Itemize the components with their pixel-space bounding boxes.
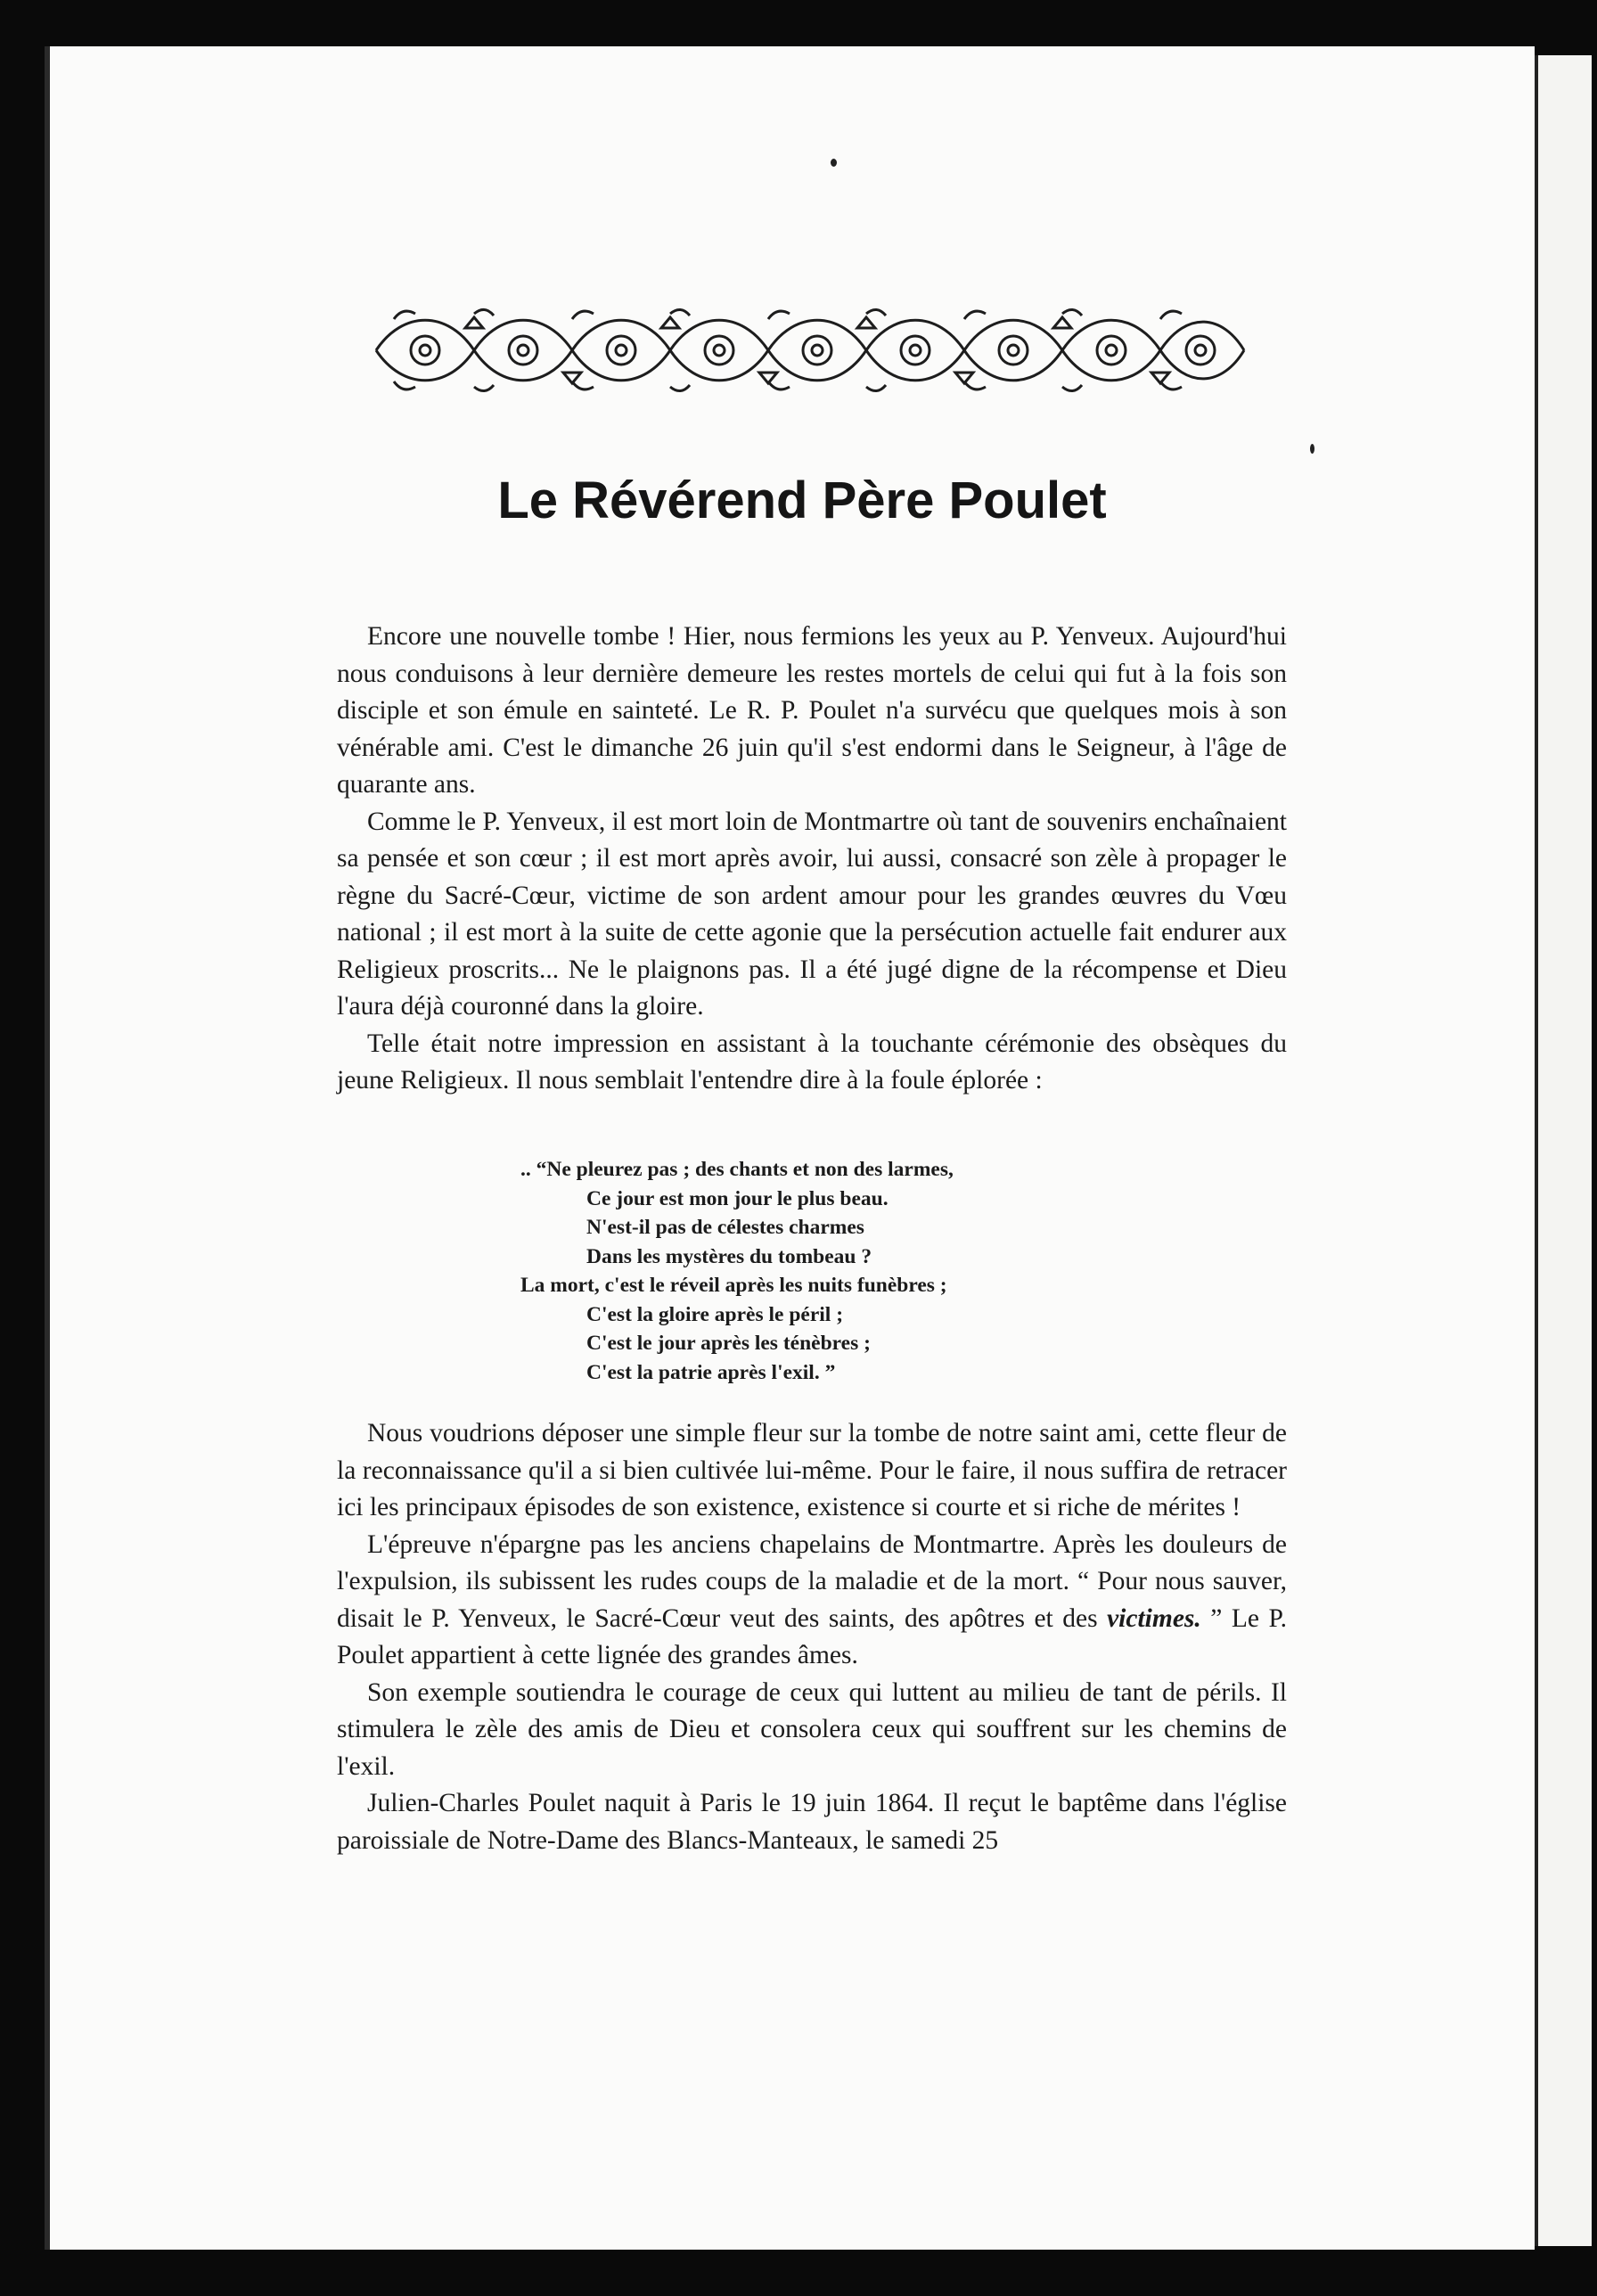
- adjacent-page-edge: [1535, 55, 1592, 2246]
- paragraph: [337, 1527, 1287, 1675]
- poem-line: C'est le jour après les ténèbres ;: [586, 1332, 871, 1355]
- paragraph: Julien-Charles Poulet naquit à Paris le 19 juin 1864. Il reçut le baptême dans l'église paroissiale de Notre-Dame des Blancs-Manteaux, le samedi 25: [337, 1789, 1287, 1855]
- poem-line: .. “Ne pleurez pas ; des chants et non des larmes,: [520, 1158, 954, 1181]
- emphasis-text: victimes.: [1107, 1603, 1201, 1633]
- body-text-top: [337, 619, 1287, 1100]
- poem-line: Dans les mystères du tombeau ?: [586, 1244, 872, 1268]
- floral-vine-ornament-icon: [367, 301, 1253, 399]
- body-text-bottom: [337, 1415, 1287, 1859]
- poem-quotation: [520, 1155, 1144, 1387]
- paragraph: Nous voudrions déposer une simple fleur sur la tombe de notre saint ami, cette fleur de la reconnaissance qu'il a si bien cultivée lui-même. Pour le faire, il nous suffira de retracer ici les principaux épisodes de son existence, existence si courte et si riche de mérites !: [337, 1419, 1287, 1521]
- ink-speck: [1310, 444, 1314, 454]
- ink-speck: [831, 159, 837, 167]
- poem-line: C'est la gloire après le péril ;: [586, 1302, 844, 1326]
- paragraph: Comme le P. Yenveux, il est mort loin de Montmartre où tant de souvenirs enchaînaient sa pensée et son cœur ; il est mort après avoir, lui aussi, consacré son zèle à propager le règne du Sacré-Cœur, victime de son ardent amour pour les grandes œuvres du Vœu national ; il est mort à la suite de cette agonie que la persécution actuelle fait endurer aux Religieux proscrits... Ne le plaignons pas. Il a été jugé digne de la récompense et Dieu l'aura déjà couronné dans la gloire.: [337, 807, 1287, 1021]
- paragraph: Telle était notre impression en assistant à la touchante cérémonie des obsèques du jeune Religieux. Il nous semblait l'entendre dire à la foule éplorée :: [337, 1029, 1287, 1095]
- poem-line: C'est la patrie après l'exil. ”: [586, 1360, 836, 1384]
- poem-line: N'est-il pas de célestes charmes: [586, 1216, 864, 1239]
- paragraph-text: L'épreuve n'épargne pas les anciens chapelains de Montmartre. Après les douleurs de l'expulsion, ils subissent les rudes coups de la maladie et de la mort. “ Pour nous sauver, disait le P. Yenveux, le Sacré-Cœur veut des saints, des apôtres et des: [337, 1529, 1287, 1633]
- paragraph-text: ” Le P. Poulet appartient à cette lignée des grandes âmes.: [337, 1603, 1287, 1669]
- page-title: Le Révérend Père Poulet: [497, 472, 1107, 529]
- paragraph: Son exemple soutiendra le courage de ceux qui luttent au milieu de tant de périls. Il stimulera le zèle des amis de Dieu et consolera ceux qui souffrent sur les chemins de l'exil.: [337, 1677, 1287, 1781]
- poem-line: La mort, c'est le réveil après les nuits funèbres ;: [520, 1274, 947, 1297]
- paragraph: Encore une nouvelle tombe ! Hier, nous fermions les yeux au P. Yenveux. Aujourd'hui nous conduisons à leur dernière demeure les restes mortels de celui qui fut à la fois son disciple et son émule en sainteté. Le R. P. Poulet n'a survécu que quelques mois à son vénérable ami. C'est le dimanche 26 juin qu'il s'est endormi dans le Seigneur, à l'âge de quarante ans.: [337, 622, 1287, 799]
- poem-line: Ce jour est mon jour le plus beau.: [586, 1186, 889, 1210]
